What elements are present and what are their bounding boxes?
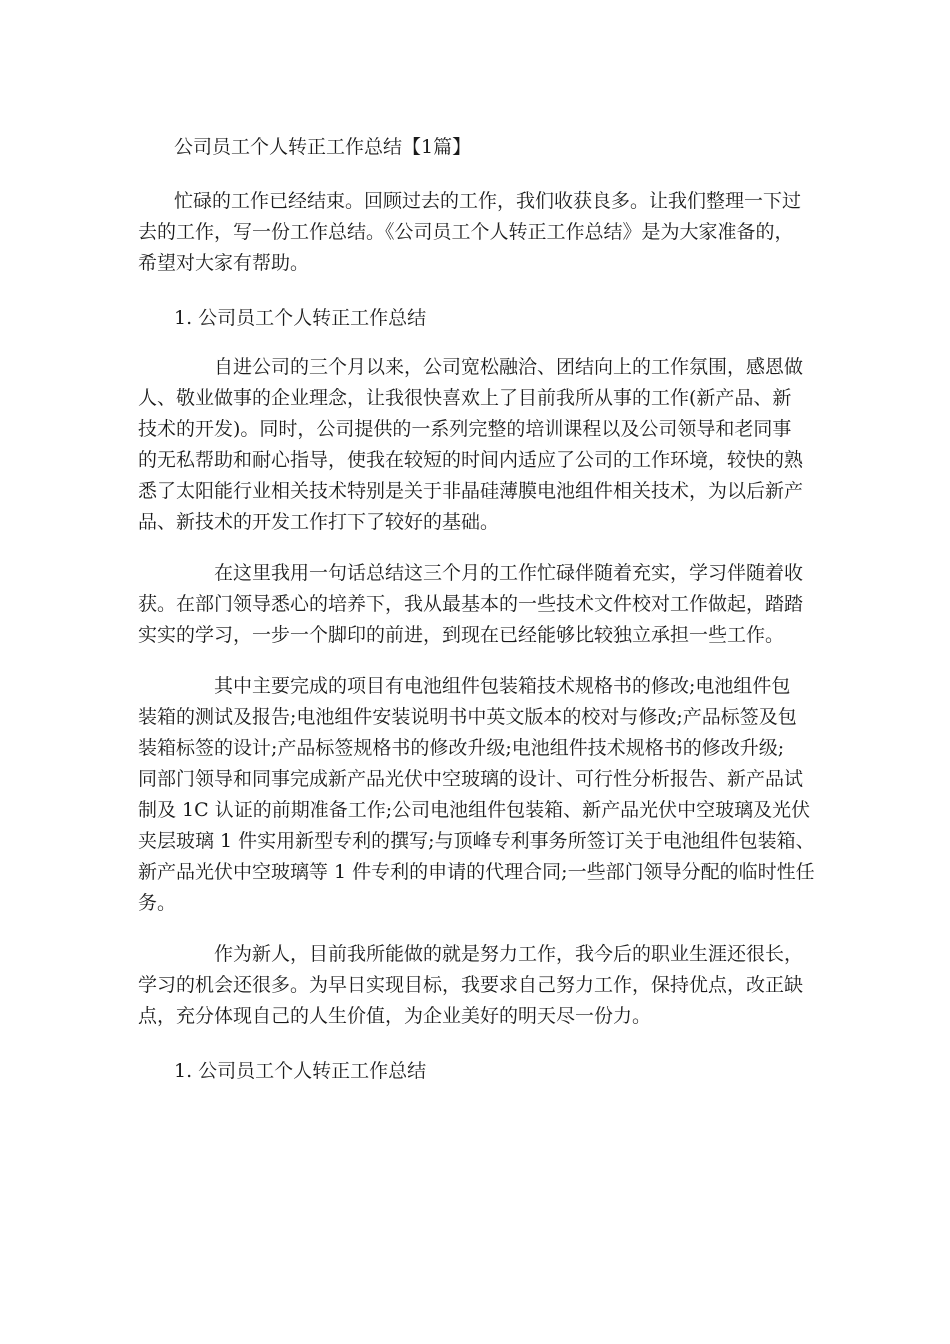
paragraph-line: 点，充分体现自己的人生价值，为企业美好的明天尽一份力。 bbox=[138, 1005, 652, 1027]
paragraph-line: 同部门领导和同事完成新产品光伏中空玻璃的设计、可行性分析报告、新产品试 bbox=[138, 768, 804, 790]
paragraph-line: 务。 bbox=[138, 892, 177, 914]
intro-paragraph bbox=[138, 186, 818, 279]
section-heading-1: 1. 公司员工个人转正工作总结 bbox=[174, 307, 427, 329]
paragraph-line: 实实的学习，一步一个脚印的前进，到现在已经能够比较独立承担一些工作。 bbox=[138, 624, 785, 646]
paragraph-line: 的无私帮助和耐心指导，使我在较短的时间内适应了公司的工作环境，较快的熟 bbox=[138, 449, 804, 471]
intro-line: 希望对大家有帮助。 bbox=[138, 252, 310, 274]
paragraph-line: 品、新技术的开发工作打下了较好的基础。 bbox=[138, 511, 500, 533]
paragraph-line: 悉了太阳能行业相关技术特别是关于非晶硅薄膜电池组件相关技术，为以后新产 bbox=[138, 480, 804, 502]
paragraph-line: 装箱的测试及报告;电池组件安装说明书中英文版本的校对与修改;产品标签及包 bbox=[138, 706, 797, 728]
paragraph-line: 其中主要完成的项目有电池组件包装箱技术规格书的修改;电池组件包 bbox=[214, 675, 791, 697]
body-paragraph-2 bbox=[138, 558, 818, 651]
paragraph-line: 作为新人，目前我所能做的就是努力工作，我今后的职业生涯还很长， bbox=[214, 943, 804, 965]
section-heading-2: 1. 公司员工个人转正工作总结 bbox=[174, 1060, 427, 1082]
paragraph-line: 获。在部门领导悉心的培养下，我从最基本的一些技术文件校对工作做起，踏踏 bbox=[138, 593, 804, 615]
intro-line: 去的工作，写一份工作总结。《公司员工个人转正工作总结》是为大家准备的， bbox=[138, 221, 794, 243]
body-paragraph-3 bbox=[138, 671, 818, 919]
body-paragraph-4 bbox=[138, 939, 818, 1032]
paragraph-line: 制及 1C 认证的前期准备工作;公司电池组件包装箱、新产品光伏中空玻璃及光伏 bbox=[138, 799, 811, 821]
paragraph-line: 在这里我用一句话总结这三个月的工作忙碌伴随着充实，学习伴随着收 bbox=[214, 562, 804, 584]
intro-line: 忙碌的工作已经结束。回顾过去的工作，我们收获良多。让我们整理一下过 bbox=[174, 190, 802, 212]
paragraph-line: 新产品光伏中空玻璃等 1 件专利的申请的代理合同;一些部门领导分配的临时性任 bbox=[138, 861, 815, 883]
paragraph-line: 学习的机会还很多。为早日实现目标，我要求自己努力工作，保持优点，改正缺 bbox=[138, 974, 804, 996]
paragraph-line: 装箱标签的设计;产品标签规格书的修改升级;电池组件技术规格书的修改升级; bbox=[138, 737, 785, 759]
document-page bbox=[138, 132, 818, 1105]
body-paragraph-1 bbox=[138, 352, 818, 538]
paragraph-line: 夹层玻璃 1 件实用新型专利的撰写;与顶峰专利事务所签订关于电池组件包装箱、 bbox=[138, 830, 815, 852]
paragraph-line: 人、敬业做事的企业理念，让我很快喜欢上了目前我所从事的工作(新产品、新 bbox=[138, 387, 792, 409]
document-title: 公司员工个人转正工作总结【1篇】 bbox=[174, 136, 472, 158]
paragraph-line: 技术的开发)。同时，公司提供的一系列完整的培训课程以及公司领导和老同事 bbox=[138, 418, 792, 440]
paragraph-line: 自进公司的三个月以来，公司宽松融洽、团结向上的工作氛围，感恩做 bbox=[214, 356, 804, 378]
